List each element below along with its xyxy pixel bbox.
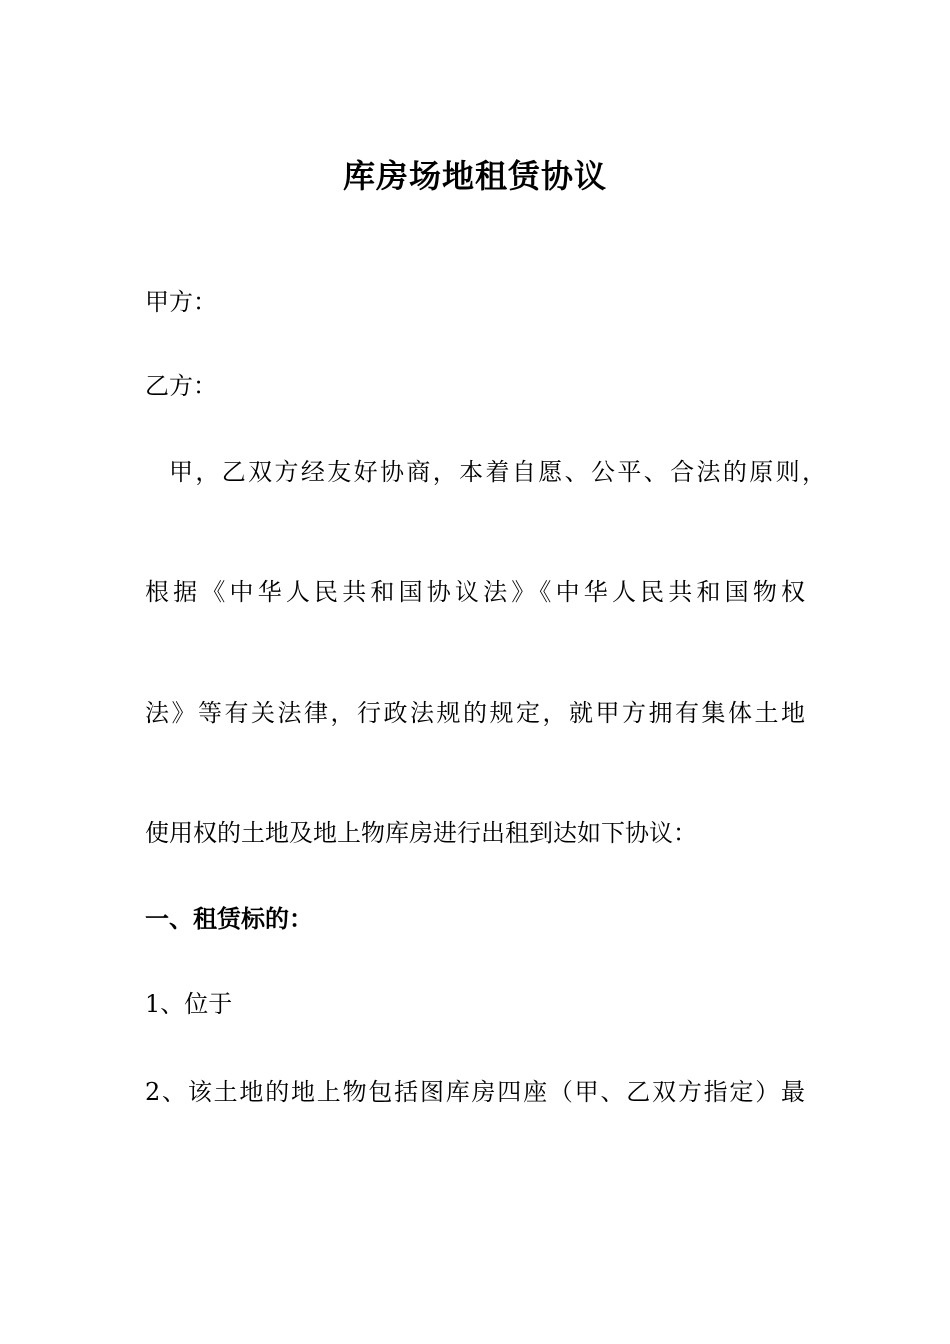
item-1: 1、位于 (145, 990, 233, 1018)
paragraph-line-3: 法》等有关法律，行政法规的规定，就甲方拥有集体土地 (145, 699, 805, 727)
item-2: 2、该土地的地上物包括图库房四座（甲、乙双方指定）最 (145, 1078, 805, 1106)
section-1-heading: 一、租赁标的： (145, 904, 313, 933)
paragraph-line-1: 甲，乙双方经友好协商，本着自愿、公平、合法的原则， (169, 458, 826, 486)
paragraph-line-2: 根据《中华人民共和国协议法》《中华人民共和国物权 (145, 578, 805, 606)
document-title: 库房场地租赁协议 (342, 157, 607, 195)
party-a-label: 甲方： (145, 288, 217, 316)
paragraph-line-4: 使用权的土地及地上物库房进行出租到达如下协议： (145, 819, 697, 847)
party-b-label: 乙方： (145, 372, 217, 400)
